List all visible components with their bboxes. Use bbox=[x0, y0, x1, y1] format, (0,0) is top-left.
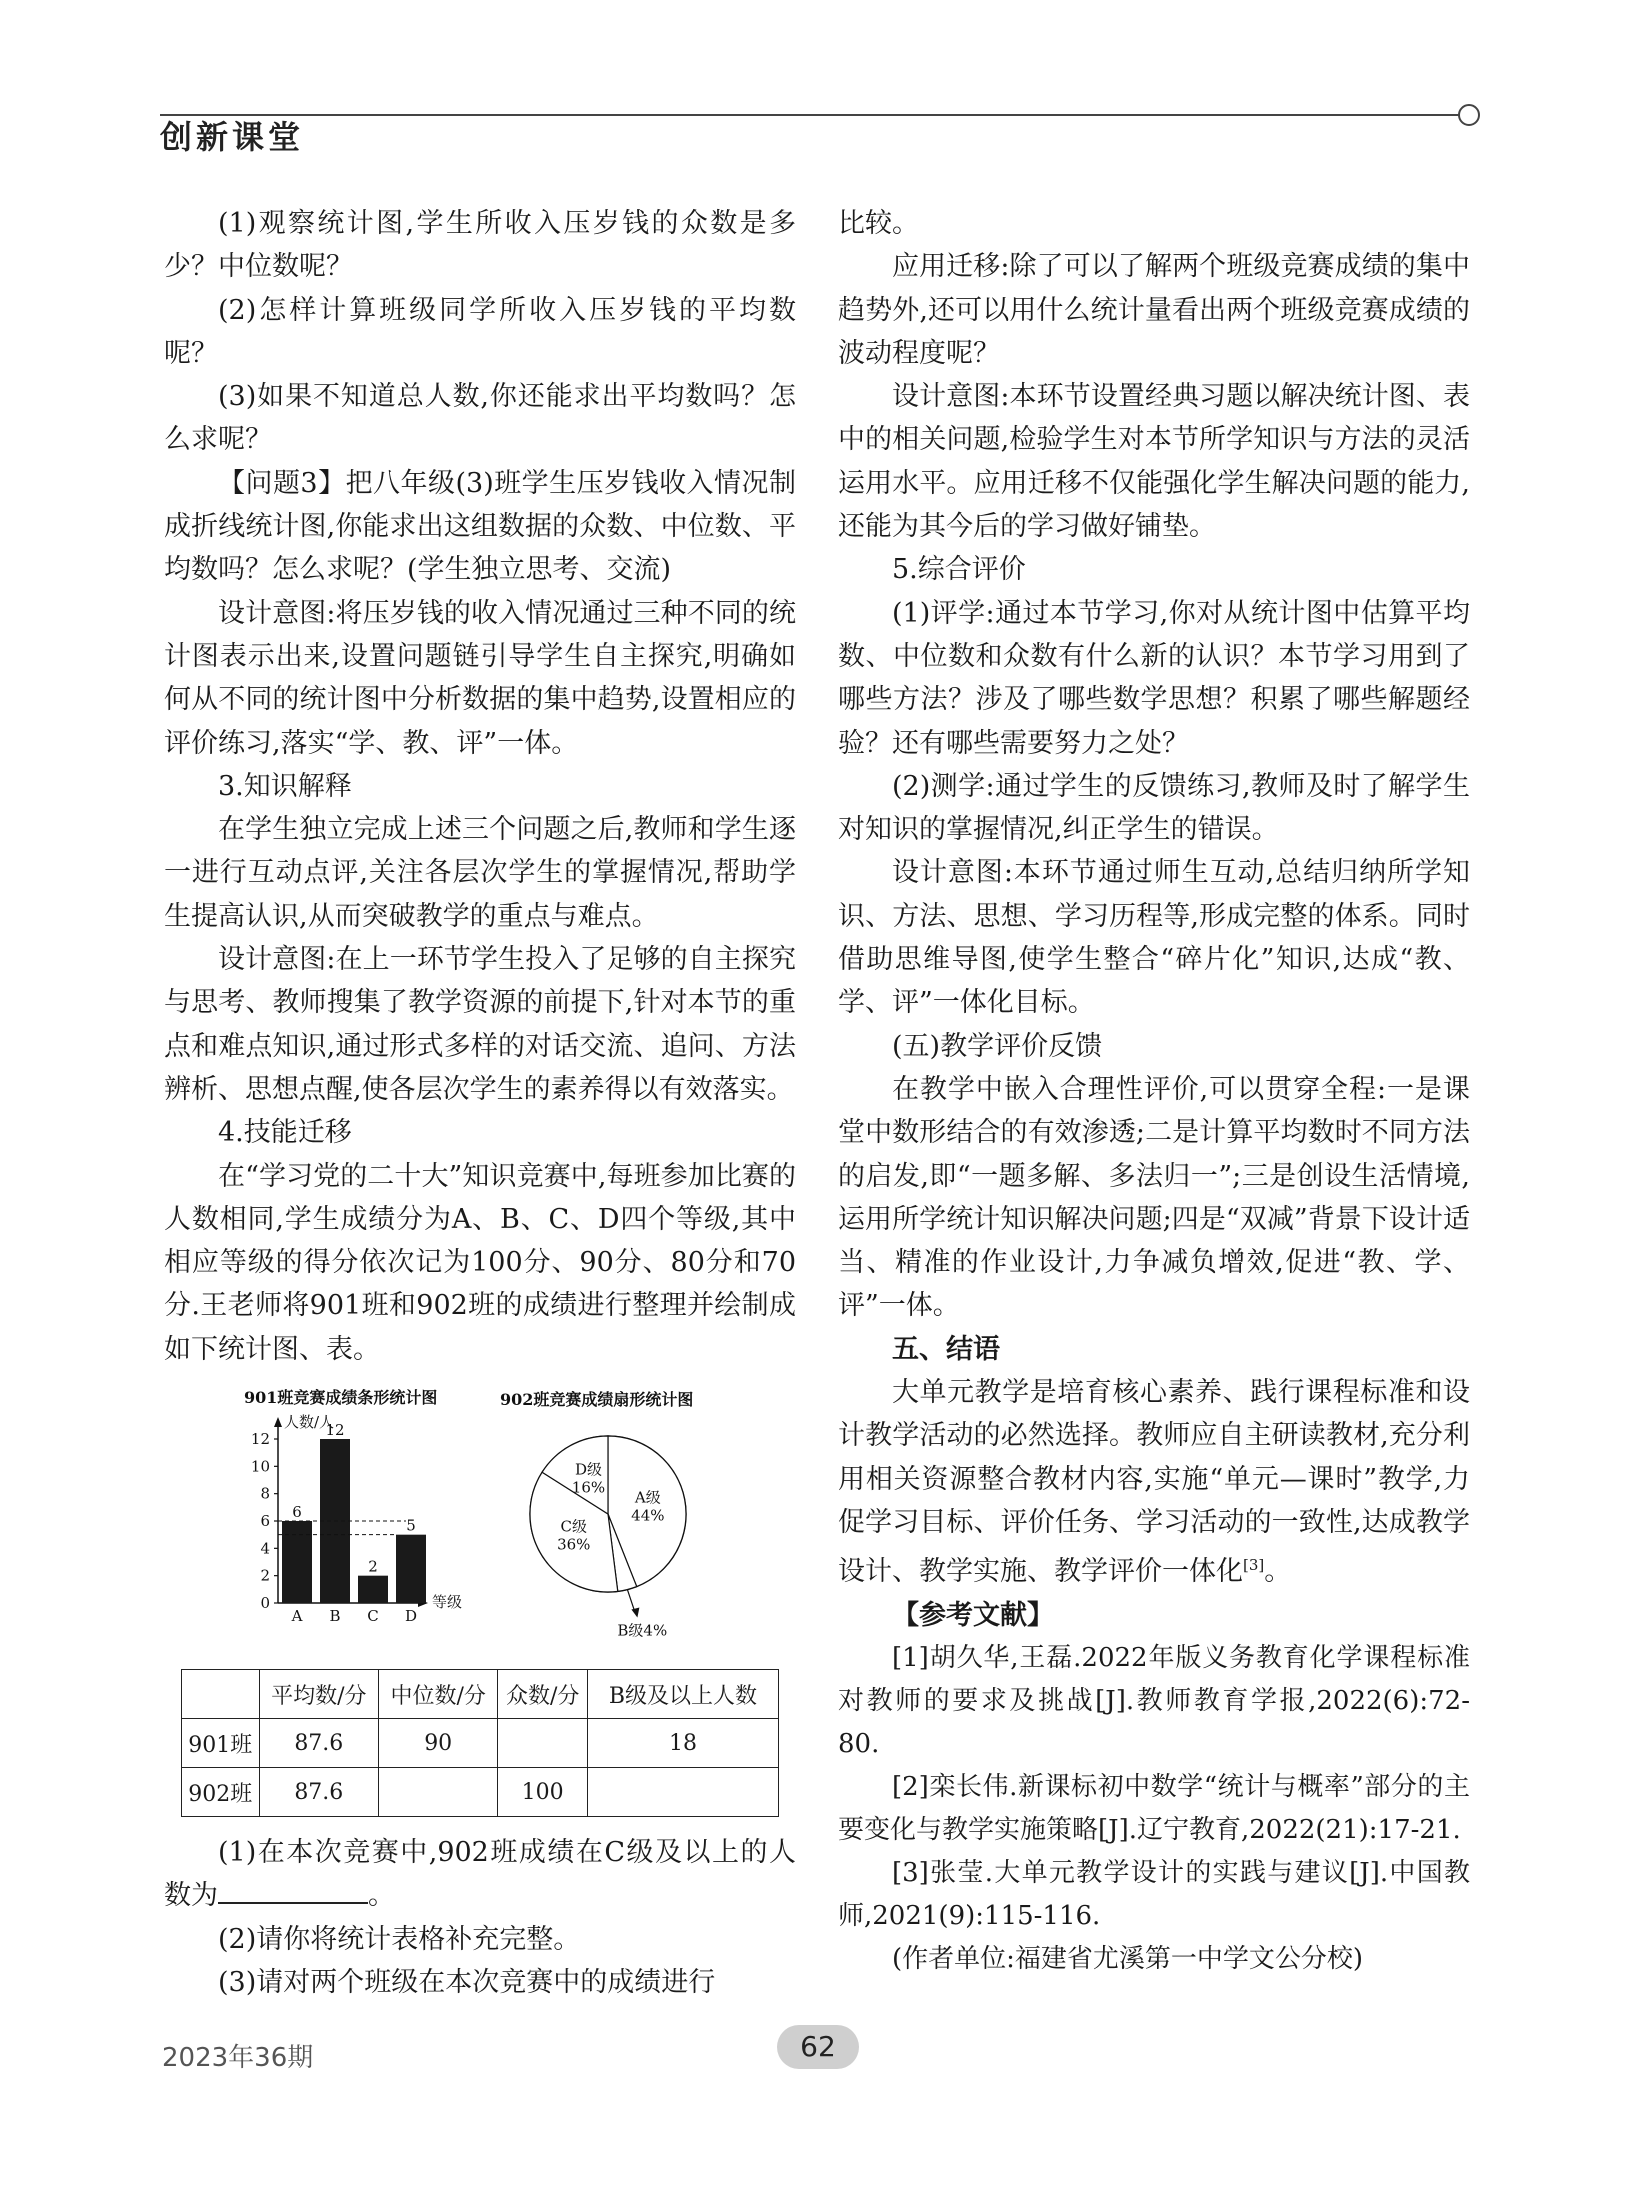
figure-row bbox=[164, 1385, 796, 1647]
pie-b-label: B级4% bbox=[617, 1621, 668, 1640]
paragraph: (2)怎样计算班级同学所收入压岁钱的平均数呢？ bbox=[164, 294, 796, 369]
bar-chart-901 bbox=[240, 1385, 476, 1647]
paragraph bbox=[164, 1831, 796, 1918]
page-number: 62 bbox=[777, 2025, 859, 2069]
reference-item: [3]张莹.大单元教学设计的实践与建议[J].中国教师,2021(9):115-116. bbox=[838, 1857, 1470, 1931]
paragraph: (1)观察统计图,学生所收入压岁钱的众数是多少？中位数呢？ bbox=[164, 208, 796, 283]
right-column bbox=[838, 202, 1470, 1981]
table-cell bbox=[379, 1768, 498, 1817]
stats-table bbox=[181, 1669, 779, 1817]
paragraph: 设计意图:本环节通过师生互动,总结归纳所学知识、方法、思想、学习历程等,形成完整的体系。同时借助思维导图,使学生整合“碎片化”知识,达成“教、学、评”一体化目标。 bbox=[838, 857, 1470, 1019]
pie-slice-percent: 44% bbox=[631, 1506, 665, 1525]
table-cell bbox=[587, 1768, 778, 1817]
bar-A bbox=[282, 1521, 312, 1603]
x-tick-label: C bbox=[367, 1607, 379, 1626]
paragraph: (2)测学:通过学生的反馈练习,教师及时了解学生对知识的掌握情况,纠正学生的错误。 bbox=[838, 770, 1470, 846]
pie-callout-arrow bbox=[631, 1608, 639, 1618]
section-heading: 4.技能迁移 bbox=[218, 1117, 352, 1149]
section-heading: 5.综合评价 bbox=[892, 554, 1026, 586]
table-cell: 100 bbox=[498, 1768, 588, 1817]
conclusion-text: 大单元教学是培育核心素养、践行课程标准和设计教学活动的必然选择。教师应自主研读教材,充分利用相关资源整合教材内容,实施“单元—课时”教学,力促学习目标、评价任务、学习活动的一致性,达成教学设计、教学实施、教学评价一体化 bbox=[838, 1377, 1470, 1588]
paragraph: 【问题3】把八年级(3)班学生压岁钱收入情况制成折线统计图,你能求出这组数据的众数、中位数、平均数吗？怎么求呢？(学生独立思考、交流) bbox=[164, 467, 796, 586]
paragraph: (1)评学:通过本节学习,你对从统计图中估算平均数、中位数和众数有什么新的认识？本节学习用到了哪些方法？涉及了哪些数学思想？积累了哪些解题经验？还有哪些需要努力之处？ bbox=[838, 597, 1470, 759]
paragraph: (3)请对两个班级在本次竞赛中的成绩进行 bbox=[218, 1966, 716, 1998]
x-tick-label: D bbox=[404, 1607, 418, 1626]
bar-chart-title: 901班竞赛成绩条形统计图 bbox=[244, 1388, 438, 1408]
table-header-cell: 平均数/分 bbox=[259, 1670, 378, 1719]
bar-value-label: 6 bbox=[292, 1503, 302, 1522]
y-axis-arrow bbox=[274, 1417, 282, 1427]
pie-slice-percent: 36% bbox=[557, 1535, 591, 1554]
paragraph: 在学生独立完成上述三个问题之后,教师和学生逐一进行互动点评,关注各层次学生的掌握情况,帮助学生提高认识,从而突破教学的重点与难点。 bbox=[164, 814, 796, 932]
pie-slice-percent: 16% bbox=[571, 1478, 606, 1497]
paragraph: 应用迁移:除了可以了解两个班级竞赛成绩的集中趋势外,还可以用什么统计量看出两个班级竞赛成绩的波动程度呢？ bbox=[838, 251, 1470, 369]
question-1-end: 。 bbox=[368, 1880, 395, 1912]
y-tick-label: 8 bbox=[260, 1484, 270, 1503]
paragraph bbox=[838, 1371, 1470, 1593]
header-rule bbox=[160, 114, 1460, 116]
table-cell: 902班 bbox=[182, 1768, 260, 1817]
section-heading: (五)教学评价反馈 bbox=[892, 1030, 1103, 1062]
bar-chart-xlabel: 等级 bbox=[432, 1593, 463, 1612]
table-cell bbox=[498, 1719, 588, 1768]
bar-value-label: 12 bbox=[325, 1421, 345, 1440]
bar-D bbox=[396, 1535, 426, 1603]
left-column bbox=[164, 202, 796, 2004]
author-affiliation: (作者单位:福建省尤溪第一中学文公分校) bbox=[892, 1943, 1364, 1974]
paragraph: 在教学中嵌入合理性评价,可以贯穿全程:一是课堂中数形结合的有效渗透;二是计算平均数时不同方法的启发,即“一题多解、多法归一”;三是创设生活情境,运用所学统计知识解决问题;四是“双减”背景下设计适当、精准的作业设计,力争减负增效,促进“教、学、评”一体。 bbox=[838, 1073, 1470, 1322]
y-tick-label: 12 bbox=[250, 1430, 270, 1449]
section-heading: 3.知识解释 bbox=[218, 770, 352, 802]
y-tick-label: 6 bbox=[260, 1512, 270, 1531]
question-1-text: (1)在本次竞赛中,902班成绩在C级及以上的人数为 bbox=[164, 1837, 796, 1912]
table-cell: 901班 bbox=[182, 1719, 260, 1768]
paragraph: 在“学习党的二十大”知识竞赛中,每班参加比赛的人数相同,学生成绩分为A、B、C、D四个等级,其中相应等级的得分依次记为100分、90分、80分和70分.王老师将901班和902班的成绩进行整理并绘制成如下统计图、表。 bbox=[164, 1160, 796, 1365]
pie-slice-label: A级 bbox=[634, 1488, 661, 1507]
paragraph: 设计意图:本环节设置经典习题以解决统计图、表中的相关问题,检验学生对本节所学知识与方法的灵活运用水平。应用迁移不仅能强化学生解决问题的能力,还能为其今后的学习做好铺垫。 bbox=[838, 381, 1470, 543]
x-tick-label: B bbox=[329, 1607, 341, 1626]
table-header-cell: 中位数/分 bbox=[379, 1670, 498, 1719]
y-tick-label: 2 bbox=[260, 1566, 270, 1585]
table-cell: 87.6 bbox=[259, 1768, 378, 1817]
bar-chart-ylabel: 人数/人 bbox=[284, 1413, 335, 1432]
table-header-cell: 众数/分 bbox=[498, 1670, 588, 1719]
bar-value-label: 5 bbox=[406, 1516, 416, 1535]
bar-value-label: 2 bbox=[368, 1557, 378, 1576]
paragraph: (2)请你将统计表格补充完整。 bbox=[218, 1923, 581, 1955]
paragraph: (3)如果不知道总人数,你还能求出平均数吗？怎么求呢？ bbox=[164, 381, 796, 456]
y-tick-label: 4 bbox=[260, 1539, 270, 1558]
table-row bbox=[182, 1768, 779, 1817]
paragraph: 设计意图:在上一环节学生投入了足够的自主探究与思考、教师搜集了教学资源的前提下,针对本节的重点和难点知识,通过形式多样的对话交流、追问、方法辨析、思想点醒,使各层次学生的素养得以有效落实。 bbox=[164, 944, 796, 1105]
bar-C bbox=[358, 1576, 388, 1603]
reference-item: [2]栾长伟.新课标初中数学“统计与概率”部分的主要变化与教学实施策略[J].辽宁教育,2022(21):17-21. bbox=[838, 1771, 1470, 1845]
conclusion-end: 。 bbox=[1264, 1556, 1292, 1588]
answer-blank[interactable] bbox=[218, 1876, 368, 1904]
header-title: 创新课堂 bbox=[160, 118, 305, 156]
paragraph: 比较。 bbox=[838, 208, 919, 239]
pie-slice-label: D级 bbox=[574, 1460, 602, 1479]
y-tick-label: 10 bbox=[250, 1457, 270, 1476]
references-heading: 【参考文献】 bbox=[892, 1599, 1054, 1631]
citation-mark: [3] bbox=[1243, 1556, 1265, 1575]
pie-chart-title: 902班竞赛成绩扇形统计图 bbox=[500, 1390, 694, 1410]
table-header-row bbox=[182, 1670, 779, 1719]
pie-slice-label: C级 bbox=[560, 1517, 587, 1536]
issue-label: 2023年36期 bbox=[162, 2043, 314, 2073]
paragraph: 设计意图:将压岁钱的收入情况通过三种不同的统计图表示出来,设置问题链引导学生自主探究,明确如何从不同的统计图中分析数据的集中趋势,设置相应的评价练习,落实“学、教、评”一体。 bbox=[164, 597, 796, 759]
reference-item: [1]胡久华,王磊.2022年版义务教育化学课程标准对教师的要求及挑战[J].教师教育学报,2022(6):72-80. bbox=[838, 1642, 1470, 1759]
table-header-cell bbox=[182, 1670, 260, 1719]
x-tick-label: A bbox=[291, 1607, 303, 1626]
table-cell: 90 bbox=[379, 1719, 498, 1768]
section-heading: 五、结语 bbox=[892, 1333, 1000, 1365]
table-row bbox=[182, 1719, 779, 1768]
table-cell: 87.6 bbox=[259, 1719, 378, 1768]
table-cell: 18 bbox=[587, 1719, 778, 1768]
header-circle-ornament bbox=[1458, 104, 1480, 126]
table-header-cell: B级及以上人数 bbox=[587, 1670, 778, 1719]
pie-chart-902 bbox=[500, 1389, 730, 1647]
y-tick-label: 0 bbox=[260, 1594, 270, 1613]
